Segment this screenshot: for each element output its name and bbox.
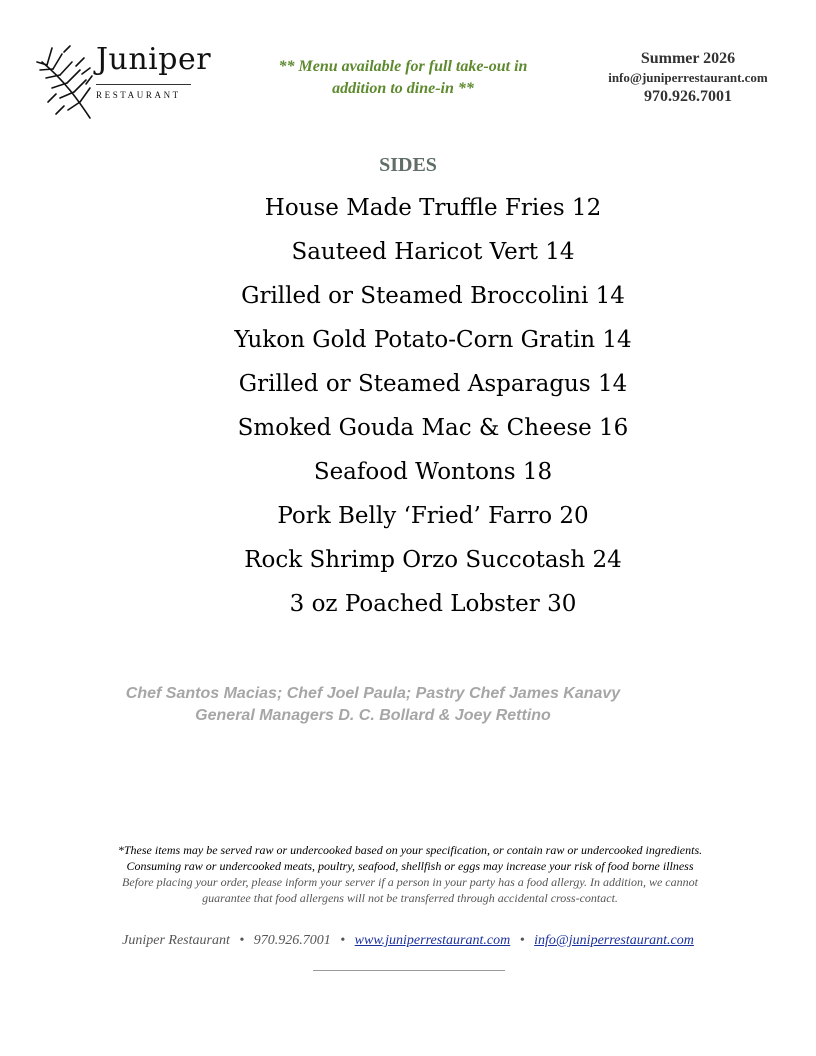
menu-item [0, 192, 816, 236]
takeout-line-2: addition to dine-in ** [332, 80, 474, 97]
menu-item [0, 236, 816, 280]
restaurant-logo [34, 40, 212, 122]
menu-item-text: Yukon Gold Potato-Corn Gratin 14 [234, 327, 632, 353]
footer-separator: • [519, 933, 525, 948]
takeout-line-1: ** Menu available for full take-out in [278, 58, 528, 75]
footer-email-link[interactable]: info@juniperrestaurant.com [534, 933, 694, 948]
season-contact-block [590, 49, 786, 107]
footer-divider [313, 970, 505, 971]
menu-item [0, 588, 816, 632]
staff-chefs: Chef Santos Macias; Chef Joel Paula; Pastry Chef James Kanavy [125, 685, 621, 702]
food-safety-disclaimer [60, 842, 760, 906]
staff-credits [0, 683, 746, 727]
header-email: info@juniperrestaurant.com [608, 70, 768, 85]
footer-separator: • [340, 933, 346, 948]
menu-item-text: Grilled or Steamed Asparagus 14 [238, 371, 628, 397]
disclaimer-line-2: Consuming raw or undercooked meats, poultry, seafood, shellfish or eggs may increase your risk of food borne illness [126, 859, 694, 873]
logo-divider [96, 84, 191, 85]
footer-website-link[interactable]: www.juniperrestaurant.com [354, 933, 511, 948]
menu-item-text: Rock Shrimp Orzo Succotash 24 [244, 547, 622, 573]
menu-item-text: Pork Belly ‘Fried’ Farro 20 [277, 503, 589, 529]
disclaimer-line-1: *These items may be served raw or undercooked based on your specification, or contain raw or undercooked ingredients. [117, 843, 703, 857]
menu-item-text: Sauteed Haricot Vert 14 [291, 239, 575, 265]
menu-item-text: House Made Truffle Fries 12 [264, 195, 602, 221]
season-label: Summer 2026 [640, 50, 736, 67]
menu-item-text: 3 oz Poached Lobster 30 [289, 591, 577, 617]
allergy-line-2: guarantee that food allergens will not be transferred through accidental cross-contact. [202, 891, 618, 905]
menu-item [0, 544, 816, 588]
section-title-sides: SIDES [379, 154, 437, 176]
menu-item [0, 500, 816, 544]
header-phone: 970.926.7001 [644, 88, 732, 105]
logo-subtitle: RESTAURANT [96, 90, 181, 100]
menu-item [0, 456, 816, 500]
juniper-branch-icon [34, 40, 96, 122]
menu-item [0, 280, 816, 324]
menu-item [0, 412, 816, 456]
footer-restaurant-name: Juniper Restaurant [122, 933, 230, 948]
page-footer [0, 933, 816, 949]
menu-item-text: Grilled or Steamed Broccolini 14 [241, 283, 625, 309]
footer-separator: • [239, 933, 245, 948]
staff-managers: General Managers D. C. Bollard & Joey Rettino [195, 707, 551, 724]
sides-menu-list [0, 192, 816, 632]
menu-item-text: Smoked Gouda Mac & Cheese 16 [237, 415, 629, 441]
takeout-notice [250, 56, 556, 100]
menu-item [0, 324, 816, 368]
logo-wordmark: Juniper [96, 42, 212, 77]
menu-item-text: Seafood Wontons 18 [313, 459, 553, 485]
allergy-line-1: Before placing your order, please inform your server if a person in your party has a food allergy. In addition, we cannot [122, 875, 698, 889]
menu-item [0, 368, 816, 412]
footer-phone: 970.926.7001 [253, 933, 331, 948]
